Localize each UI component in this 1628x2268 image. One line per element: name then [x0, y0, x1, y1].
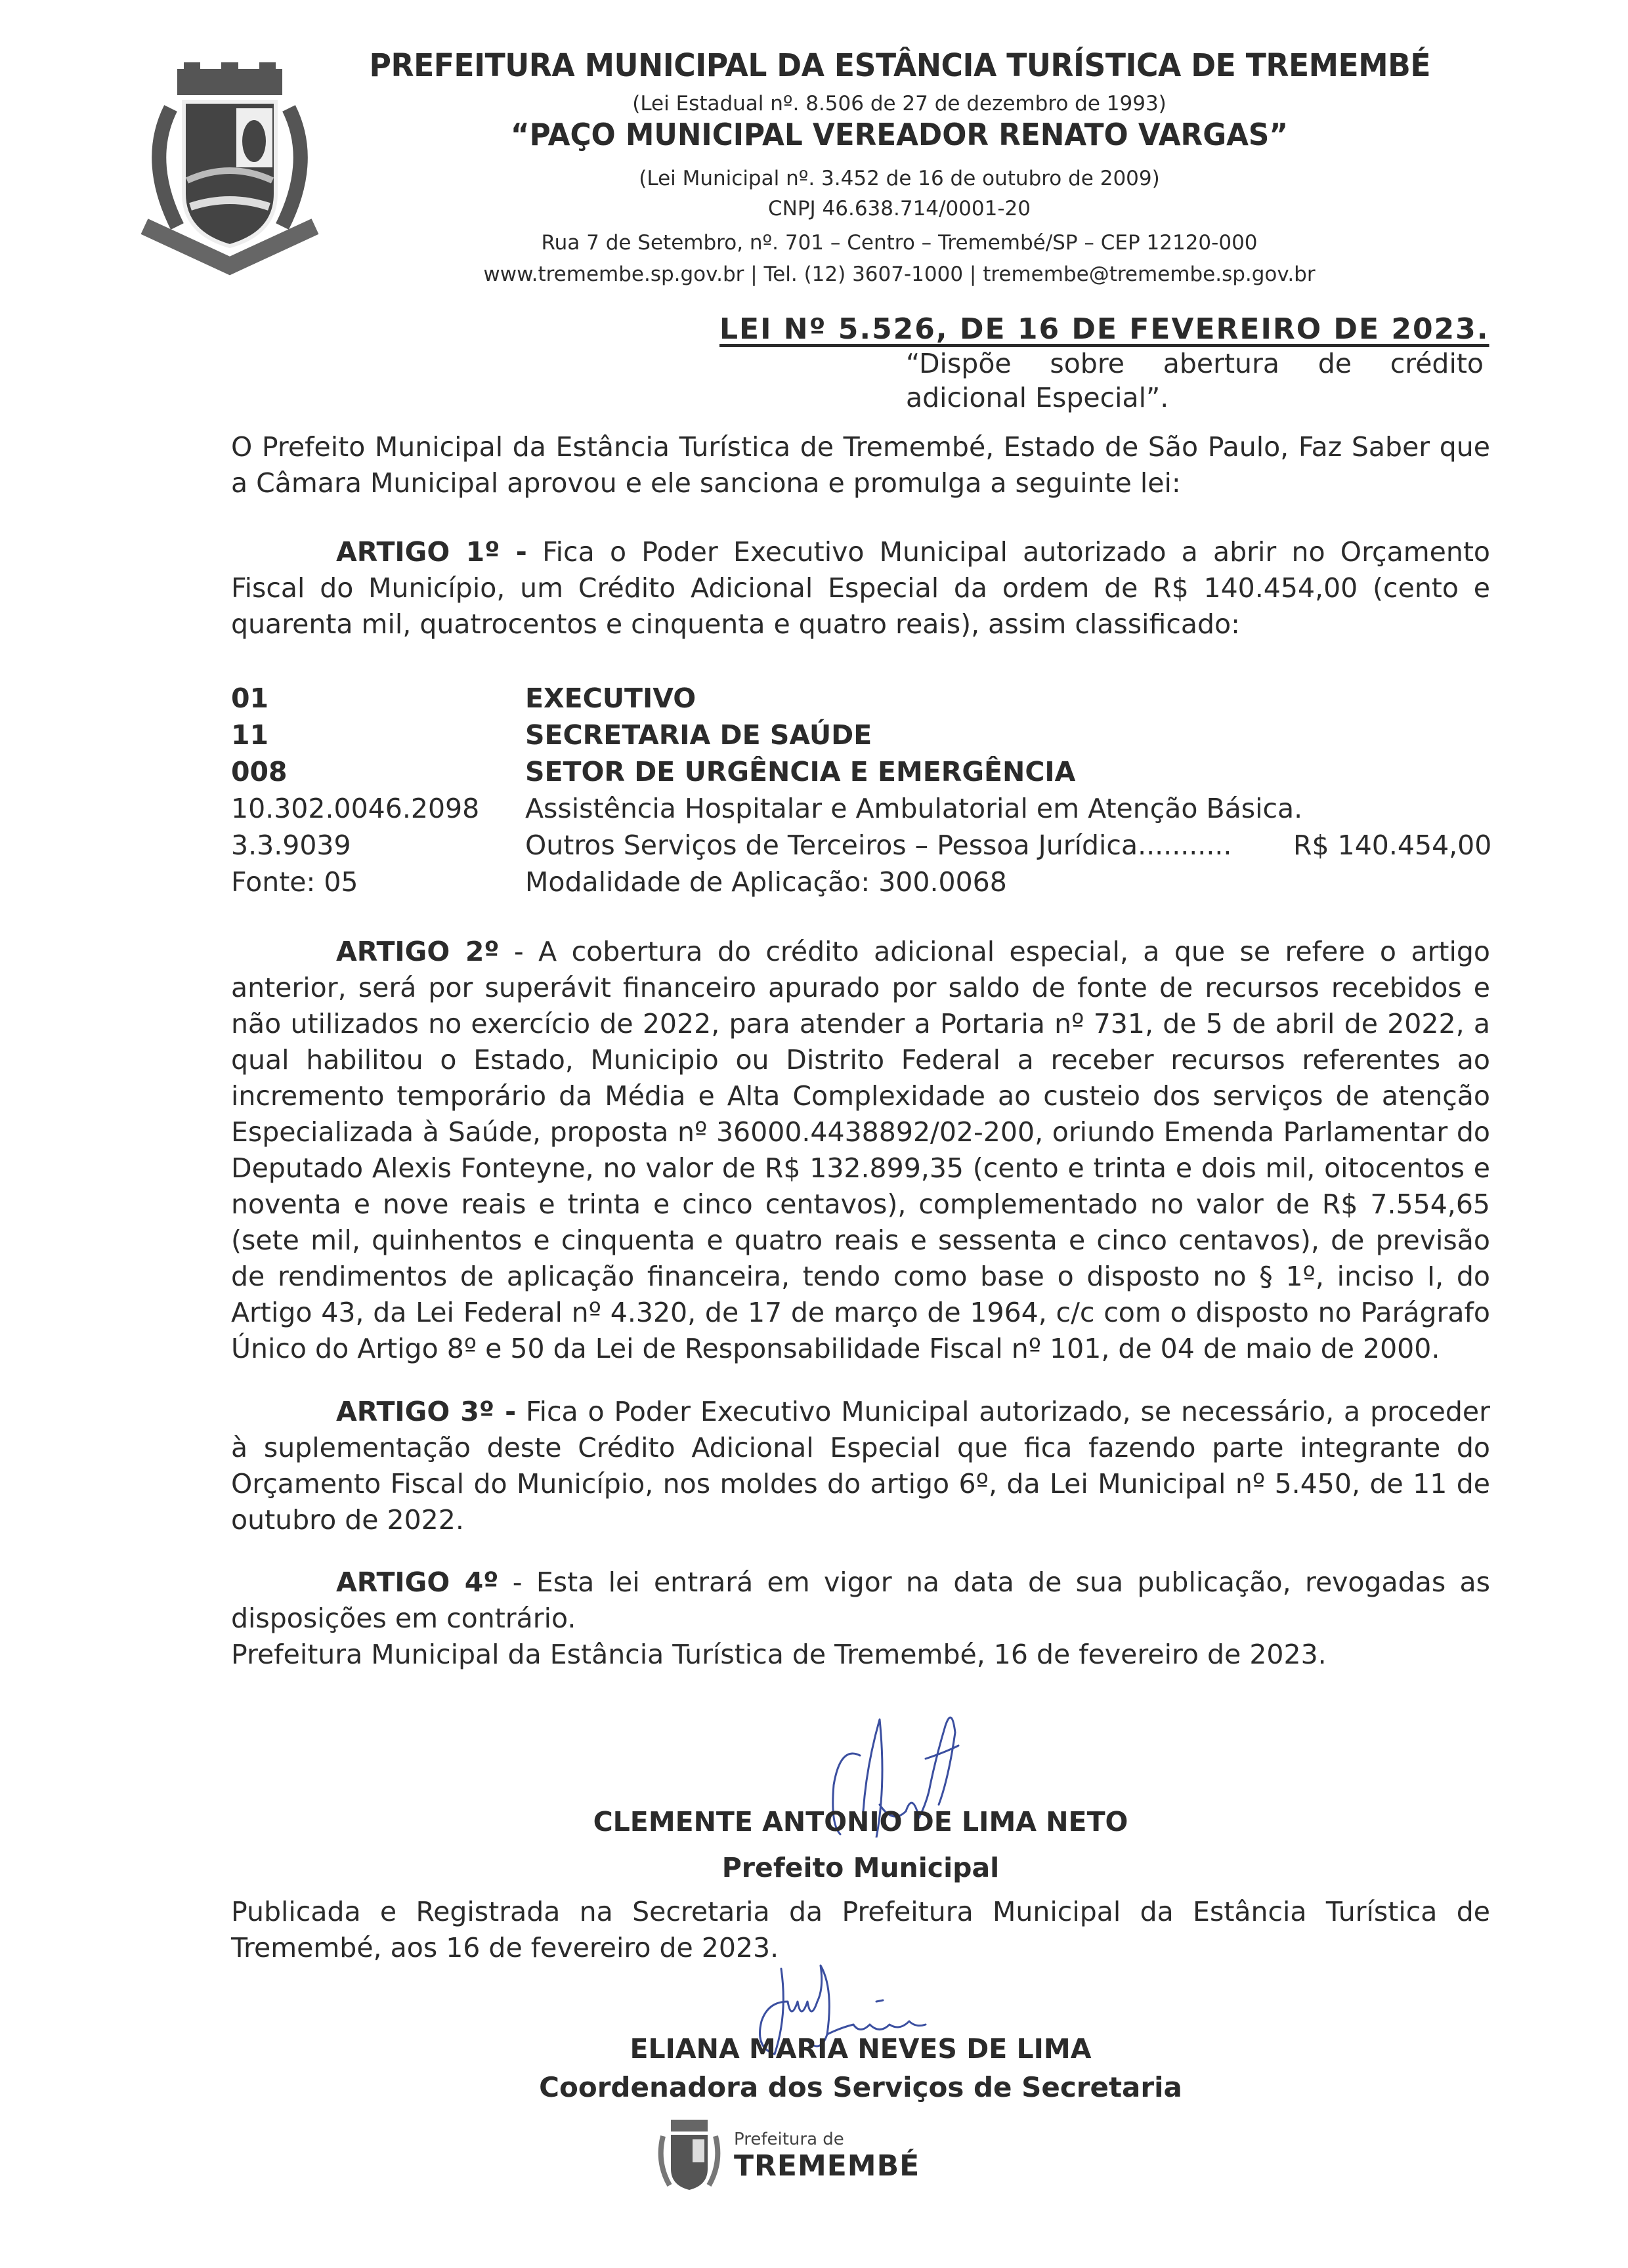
signatory-2-name: ELIANA MARIA NEVES DE LIMA: [630, 2033, 1092, 2065]
institution-title: PREFEITURA MUNICIPAL DA ESTÂNCIA TURÍSTICA DE TREMEMBÉ: [369, 47, 1431, 84]
ementa-line-2: adicional Especial”.: [906, 382, 1169, 413]
intro-paragraph: [231, 429, 1490, 501]
article-1-text: Fica o Poder Executivo Municipal autorizado a abrir no Orçamento Fiscal do Município, um Crédito Adicional Especial da ordem de R$ 140.454,00 (cento e quarenta mil, quatrocentos e cinquenta e quatro reais), assim classificado:: [231, 536, 1491, 640]
law-ementa: [906, 346, 1484, 415]
classification-row: [231, 717, 1490, 753]
signatory-1-name: CLEMENTE ANTONIO DE LIMA NETO: [593, 1806, 1128, 1838]
classification-desc: SETOR DE URGÊNCIA E EMERGÊNCIA: [525, 756, 1076, 788]
municipal-law-note: (Lei Municipal nº. 3.452 de 16 de outubro de 2009): [639, 167, 1160, 190]
publication-note: [231, 1894, 1490, 1966]
signatory-1-role: Prefeito Municipal: [721, 1852, 1000, 1883]
law-title: LEI Nº 5.526, DE 16 DE FEVEREIRO DE 2023.: [719, 312, 1489, 346]
article-2-label: ARTIGO 2º: [336, 936, 500, 967]
article-2-text: - A cobertura do crédito adicional especial, a que se refere o artigo anterior, será por superávit financeiro apurado por saldo de fonte de recursos recebidos e não utilizados no exercício de 2022, para atender a Portaria nº 731, de 5 de abril de 2022, a qual habilitou o Estado, Municipio ou Distrito Federal a receber recursos referentes ao incremento temporário da Média e Alta Complexidade ao custeio dos serviços de atenção Especializada à Saúde, proposta nº 36000.4438892/02-200, oriundo Emenda Parlamentar do Deputado Alexis Fonteyne, no valor de R$ 132.899,35 (cento e trinta e dois mil, oitocentos e noventa e nove reais e trinta e cinco centavos), complementado no valor de R$ 7.554,65 (sete mil, quinhentos e cinquenta e quatro reais e sessenta e cinco centavos), de previsão de rendimentos de aplicação financeira, tendo como base o disposto no § 1º, inciso I, do Artigo 43, da Lei Federal nº 4.320, de 17 de março de 1964, c/c com o disposto no Parágrafo Único do Artigo 8º e 50 da Lei de Responsabilidade Fiscal nº 101, de 04 de maio de 2000.: [231, 936, 1490, 1364]
contact-line: www.tremembe.sp.gov.br | Tel. (12) 3607-1000 | tremembe@tremembe.sp.gov.br: [483, 262, 1316, 286]
coat-of-arms-icon: [131, 62, 328, 279]
classification-desc: SECRETARIA DE SAÚDE: [525, 719, 872, 751]
classification-code: 3.3.9039: [231, 830, 351, 861]
small-coat-of-arms-icon: [656, 2116, 722, 2195]
closing-date: Prefeitura Municipal da Estância Turística de Tremembé, 16 de fevereiro de 2023.: [231, 1639, 1327, 1670]
classification-code: 10.302.0046.2098: [231, 793, 480, 824]
footer-logo-town-name: TREMEMBÉ: [734, 2149, 920, 2183]
state-law-note: (Lei Estadual nº. 8.506 de 27 de dezembro de 1993): [632, 92, 1167, 116]
article-3: [231, 1394, 1490, 1538]
classification-row: [231, 680, 1490, 717]
article-4-text: - Esta lei entrará em vigor na data de sua publicação, revogadas as disposições em contrário.: [231, 1566, 1490, 1634]
classification-row: [231, 864, 1490, 900]
article-4: [231, 1564, 1490, 1673]
intro-text: O Prefeito Municipal da Estância Turística de Tremembé, Estado de São Paulo, Faz Saber que a Câmara Municipal aprovou e ele sanciona e promulga a seguinte lei:: [231, 431, 1490, 499]
budget-classification: [231, 680, 1490, 900]
article-2: [231, 934, 1490, 1367]
article-4-label: ARTIGO 4º: [336, 1566, 499, 1598]
classification-desc: Outros Serviços de Terceiros – Pessoa Jurídica...........: [525, 830, 1232, 861]
article-3-text: Fica o Poder Executivo Municipal autorizado, se necessário, a proceder à suplementação deste Crédito Adicional Especial que fica fazendo parte integrante do Orçamento Fiscal do Município, nos moldes do artigo 6º, da Lei Municipal nº 5.450, de 11 de outubro de 2022.: [231, 1396, 1491, 1536]
classification-desc: Assistência Hospitalar e Ambulatorial em Atenção Básica.: [525, 793, 1303, 824]
footer-logo: [656, 2116, 920, 2195]
classification-value: R$ 140.454,00: [1293, 830, 1492, 861]
classification-row: [231, 790, 1490, 827]
article-3-label: ARTIGO 3º -: [336, 1396, 517, 1427]
classification-desc: Modalidade de Aplicação: 300.0068: [525, 866, 1007, 898]
classification-code: 01: [231, 682, 269, 714]
ementa-line-1: “Dispõe sobre abertura de crédito: [906, 348, 1484, 379]
classification-code: Fonte: 05: [231, 866, 358, 898]
article-1-label: ARTIGO 1º -: [336, 536, 527, 568]
classification-row: [231, 827, 1490, 864]
publication-text: Publicada e Registrada na Secretaria da Prefeitura Municipal da Estância Turística de Tremembé, aos 16 de fevereiro de 2023.: [231, 1896, 1490, 1964]
classification-code: 11: [231, 719, 269, 751]
classification-row: [231, 753, 1490, 790]
classification-code: 008: [231, 756, 288, 788]
cnpj: CNPJ 46.638.714/0001-20: [768, 197, 1031, 220]
address: Rua 7 de Setembro, nº. 701 – Centro – Tremembé/SP – CEP 12120-000: [541, 231, 1258, 255]
footer-logo-small-text: Prefeitura de: [734, 2129, 844, 2149]
classification-desc: EXECUTIVO: [525, 682, 696, 714]
signatory-2-role: Coordenadora dos Serviços de Secretaria: [539, 2071, 1182, 2103]
building-name: “PAÇO MUNICIPAL VEREADOR RENATO VARGAS”: [510, 117, 1289, 152]
article-1: [231, 534, 1490, 642]
